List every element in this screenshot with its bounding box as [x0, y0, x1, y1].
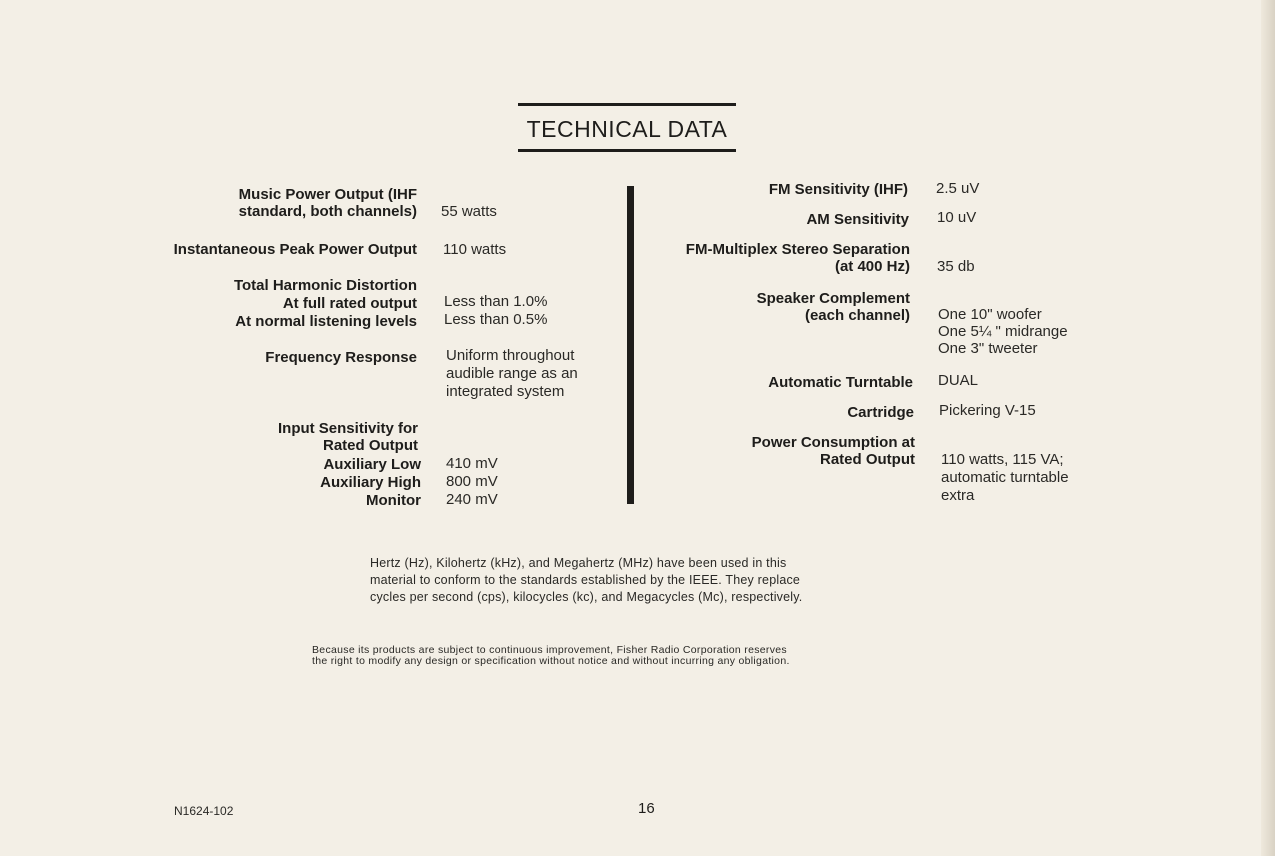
thd-normal-value: Less than 0.5% — [444, 311, 548, 328]
title-block — [518, 103, 736, 152]
fm-separation-value: 35 db — [937, 258, 975, 275]
monitor-value: 240 mV — [446, 491, 498, 508]
thd-normal-label: At normal listening levels — [235, 313, 417, 330]
speakers-label: Speaker Complement (each channel) — [756, 290, 910, 324]
monitor-label: Monitor — [366, 492, 421, 509]
document-code: N1624-102 — [174, 804, 234, 818]
aux-low-label: Auxiliary Low — [323, 456, 421, 473]
aux-high-label: Auxiliary High — [320, 474, 421, 491]
music-power-label: Music Power Output (IHF standard, both channels) — [238, 186, 417, 220]
disclaimer: Because its products are subject to continuous improvement, Fisher Radio Corporation reserves the right to modify any design or specification without notice and without incurring any obligation. — [312, 644, 790, 667]
fm-sensitivity-label: FM Sensitivity (IHF) — [768, 181, 908, 198]
thd-label: Total Harmonic Distortion — [233, 277, 417, 294]
thd-full-value: Less than 1.0% — [444, 293, 548, 310]
thd-full-label: At full rated output — [282, 295, 417, 312]
aux-low-value: 410 mV — [446, 455, 498, 472]
am-sensitivity-value: 10 uV — [937, 209, 977, 226]
page-number: 16 — [638, 800, 655, 817]
am-sensitivity-label: AM Sensitivity — [806, 211, 909, 228]
fm-separation-label: FM-Multiplex Stereo Separation (at 400 Hz) — [685, 241, 910, 275]
turntable-value: DUAL — [938, 372, 979, 389]
fm-sensitivity-value: 2.5 uV — [936, 180, 980, 197]
power-consumption-label: Power Consumption at Rated Output — [751, 434, 915, 468]
cartridge-value: Pickering V-15 — [939, 402, 1036, 419]
freq-response-value: Uniform throughout audible range as an integrated system — [446, 347, 578, 400]
units-note: Hertz (Hz), Kilohertz (kHz), and Megahertz (MHz) have been used in this material to conform to the standards established by the IEEE. They replace cycles per second (cps), kilocycles (kc), and Megacycles (Mc), respectively. — [370, 556, 803, 604]
music-power-value: 55 watts — [441, 203, 497, 220]
input-sensitivity-label: Input Sensitivity for Rated Output — [277, 420, 418, 454]
page-edge — [1261, 0, 1275, 856]
speakers-value: One 10" woofer One 5¼ " midrange One 3" tweeter — [938, 306, 1068, 357]
page-title: TECHNICAL DATA — [526, 116, 728, 142]
aux-high-value: 800 mV — [446, 473, 498, 490]
center-divider — [627, 186, 634, 504]
turntable-label: Automatic Turntable — [768, 374, 913, 391]
power-consumption-value: 110 watts, 115 VA; automatic turntable extra — [941, 451, 1069, 504]
peak-power-value: 110 watts — [443, 241, 507, 258]
peak-power-label: Instantaneous Peak Power Output — [173, 241, 417, 258]
cartridge-label: Cartridge — [847, 404, 914, 421]
freq-response-label: Frequency Response — [265, 349, 417, 366]
